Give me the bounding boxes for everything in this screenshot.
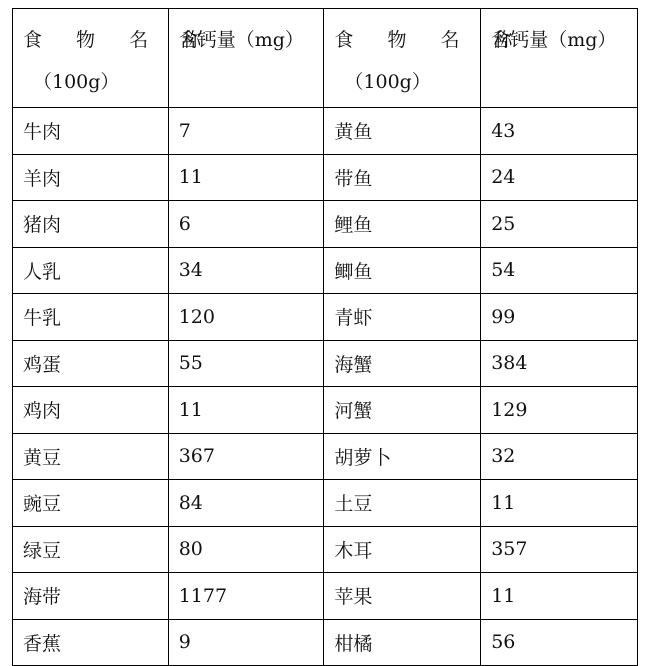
calcium-value-cell: 55 [168, 340, 324, 387]
food-name-cell: 鸡蛋 [13, 340, 169, 387]
food-name-cell: 青虾 [324, 294, 481, 341]
food-name-cell: 海带 [13, 573, 169, 620]
food-name-cell: 牛肉 [13, 108, 169, 155]
food-name-cell: 河蟹 [324, 387, 481, 434]
calcium-content-table [12, 8, 638, 666]
header-unit-label: （100g） [344, 71, 431, 93]
calcium-value-cell: 129 [481, 387, 638, 434]
calcium-value-cell: 120 [168, 294, 324, 341]
calcium-value-cell: 367 [168, 433, 324, 480]
calcium-value-cell: 43 [481, 108, 638, 155]
table-row [13, 387, 638, 434]
food-name-cell: 人乳 [13, 247, 169, 294]
header-calcium-right [481, 9, 638, 108]
table-row [13, 247, 638, 294]
food-name-cell: 柑橘 [324, 619, 481, 666]
food-name-cell: 黄豆 [13, 433, 169, 480]
calcium-value-cell: 7 [168, 108, 324, 155]
calcium-value-cell: 99 [481, 294, 638, 341]
calcium-value-cell: 25 [481, 201, 638, 248]
calcium-value-cell: 34 [168, 247, 324, 294]
header-calcium-label: 含钙量（mg） [491, 29, 617, 51]
food-name-cell: 木耳 [324, 526, 481, 573]
food-name-cell: 苹果 [324, 573, 481, 620]
calcium-value-cell: 384 [481, 340, 638, 387]
header-unit-label: （100g） [33, 71, 120, 93]
table-row [13, 619, 638, 666]
table-row [13, 480, 638, 527]
calcium-value-cell: 9 [168, 619, 324, 666]
calcium-value-cell: 11 [168, 154, 324, 201]
table-row [13, 154, 638, 201]
food-name-cell: 猪肉 [13, 201, 169, 248]
food-name-cell: 豌豆 [13, 480, 169, 527]
table-header-row [13, 9, 638, 108]
food-name-cell: 胡萝卜 [324, 433, 481, 480]
calcium-value-cell: 11 [168, 387, 324, 434]
food-name-cell: 带鱼 [324, 154, 481, 201]
food-name-cell: 鲤鱼 [324, 201, 481, 248]
food-name-cell: 羊肉 [13, 154, 169, 201]
header-calcium-left [168, 9, 324, 108]
calcium-value-cell: 24 [481, 154, 638, 201]
table-row [13, 433, 638, 480]
food-name-cell: 土豆 [324, 480, 481, 527]
calcium-value-cell: 54 [481, 247, 638, 294]
calcium-value-cell: 1177 [168, 573, 324, 620]
table-row [13, 340, 638, 387]
header-food-name-left [13, 9, 216, 108]
food-name-cell: 鲫鱼 [324, 247, 481, 294]
calcium-value-cell: 80 [168, 526, 324, 573]
table-row [13, 526, 638, 573]
food-name-cell: 牛乳 [13, 294, 169, 341]
table-row [13, 573, 638, 620]
calcium-value-cell: 84 [168, 480, 324, 527]
calcium-value-cell: 11 [481, 480, 638, 527]
food-name-cell: 鸡肉 [13, 387, 169, 434]
food-name-cell: 香蕉 [13, 619, 169, 666]
food-name-cell: 绿豆 [13, 526, 169, 573]
header-food-name-label: 食 物 名 称 [23, 29, 216, 51]
table-row [13, 108, 638, 155]
calcium-value-cell: 11 [481, 573, 638, 620]
calcium-value-cell: 32 [481, 433, 638, 480]
food-name-cell: 黄鱼 [324, 108, 481, 155]
calcium-value-cell: 357 [481, 526, 638, 573]
table-row [13, 201, 638, 248]
table-row [13, 294, 638, 341]
header-food-name-label: 食 物 名 称 [334, 29, 527, 51]
header-food-name-right [324, 9, 527, 108]
header-calcium-label: 含钙量（mg） [178, 29, 304, 51]
calcium-value-cell: 6 [168, 201, 324, 248]
calcium-value-cell: 56 [481, 619, 638, 666]
food-name-cell: 海蟹 [324, 340, 481, 387]
